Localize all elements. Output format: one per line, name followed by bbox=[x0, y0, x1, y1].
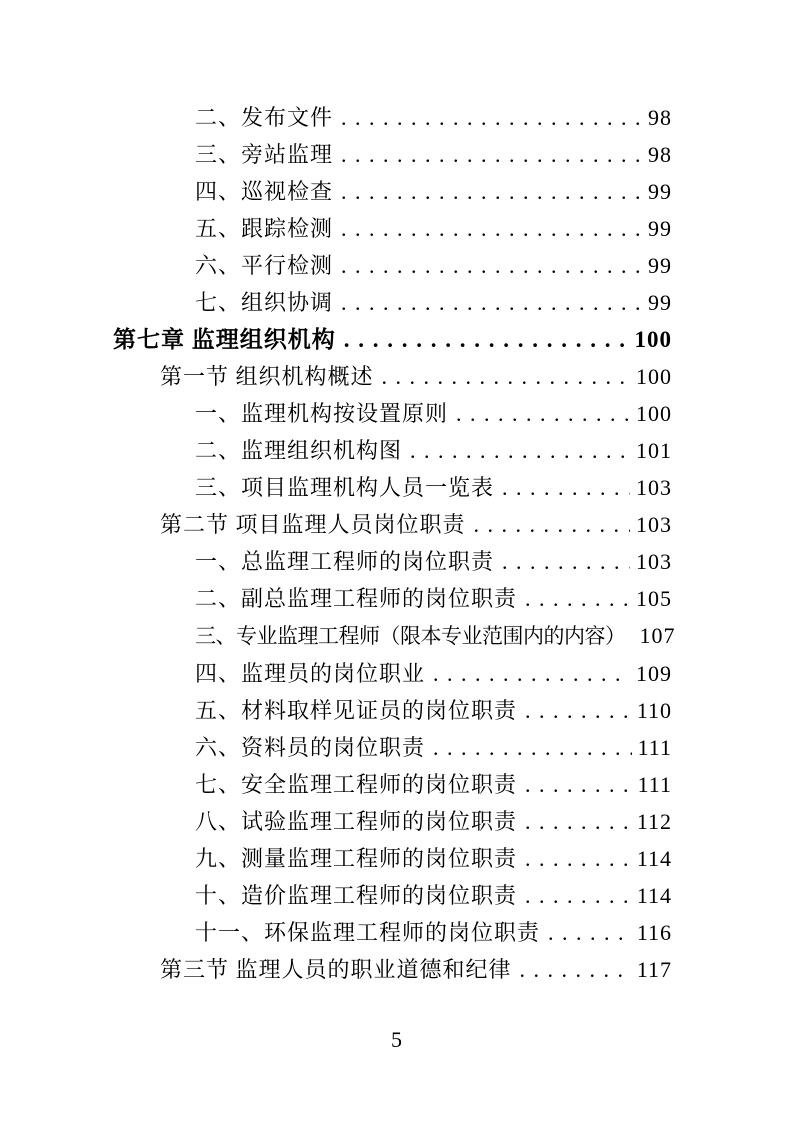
toc-entry-page: 103 bbox=[636, 475, 672, 500]
footer-page-number: 5 bbox=[391, 1027, 402, 1052]
dot-leader bbox=[341, 99, 642, 136]
toc-entry-page: 99 bbox=[648, 253, 672, 278]
toc-entry-label: 九、测量监理工程师的岗位职责 bbox=[195, 846, 518, 871]
dot-leader bbox=[341, 173, 642, 210]
toc-entry-label: 七、安全监理工程师的岗位职责 bbox=[195, 772, 518, 797]
toc-entry[interactable] bbox=[113, 136, 672, 173]
toc-entry-page: 98 bbox=[648, 105, 672, 130]
dot-leader bbox=[341, 284, 642, 321]
toc-entry-page: 116 bbox=[636, 920, 672, 945]
page-number-footer bbox=[0, 1027, 793, 1053]
toc-entry[interactable] bbox=[113, 284, 672, 321]
toc-entry-label: 二、发布文件 bbox=[195, 105, 334, 130]
toc-entry-page: 99 bbox=[648, 179, 672, 204]
toc-entry[interactable] bbox=[113, 692, 672, 729]
toc-entry-page: 101 bbox=[636, 438, 672, 463]
dot-leader bbox=[525, 803, 631, 840]
dot-leader bbox=[525, 766, 632, 803]
toc-entry-label: 六、平行检测 bbox=[195, 253, 334, 278]
toc-entry[interactable] bbox=[113, 580, 672, 617]
toc-entry-page: 100 bbox=[636, 401, 672, 426]
dot-leader bbox=[341, 210, 642, 247]
toc-entry-label: 二、监理组织机构图 bbox=[195, 438, 403, 463]
toc-entry-label: 第三节 监理人员的职业道德和纪律 bbox=[160, 957, 512, 982]
toc-entry[interactable] bbox=[113, 432, 672, 469]
toc-entry[interactable] bbox=[113, 617, 676, 655]
toc-entry-label: 二、副总监理工程师的岗位职责 bbox=[195, 586, 518, 611]
dot-leader bbox=[525, 877, 631, 914]
toc-entry-page: 99 bbox=[648, 216, 672, 241]
toc-entry-page: 100 bbox=[636, 364, 672, 389]
toc-entry-label: 四、监理员的岗位职业 bbox=[195, 661, 426, 686]
toc-entry[interactable] bbox=[113, 247, 672, 284]
toc-entry[interactable] bbox=[113, 877, 672, 914]
toc-entry[interactable] bbox=[113, 914, 672, 951]
toc-entry-page: 109 bbox=[636, 661, 672, 686]
toc-entry[interactable] bbox=[113, 729, 672, 766]
toc-entry-label: 十一、环保监理工程师的岗位职责 bbox=[195, 920, 541, 945]
toc-entry[interactable] bbox=[113, 655, 672, 692]
toc-entry-page: 111 bbox=[637, 772, 672, 797]
toc-entry-page: 99 bbox=[648, 290, 672, 315]
toc-entry-page: 107 bbox=[639, 623, 676, 648]
toc-entry-chapter[interactable] bbox=[113, 321, 672, 358]
dot-leader bbox=[474, 506, 630, 543]
toc-entry-label: 五、材料取样见证员的岗位职责 bbox=[195, 698, 518, 723]
dot-leader bbox=[341, 136, 642, 173]
toc-entry[interactable] bbox=[113, 173, 672, 210]
dot-leader bbox=[410, 432, 630, 469]
toc-entry[interactable] bbox=[113, 840, 672, 877]
toc-entry[interactable] bbox=[113, 99, 672, 136]
dot-leader bbox=[525, 580, 630, 617]
toc-entry-page: 103 bbox=[636, 549, 672, 574]
dot-leader bbox=[341, 247, 642, 284]
toc-entry-label: 八、试验监理工程师的岗位职责 bbox=[195, 809, 518, 834]
toc-entry-label: 第七章 监理组织机构 bbox=[113, 327, 336, 352]
toc-entry-page: 105 bbox=[636, 586, 672, 611]
toc-entry-section[interactable] bbox=[113, 506, 672, 543]
toc-entry-page: 117 bbox=[636, 957, 672, 982]
toc-entry-label: 七、组织协调 bbox=[195, 290, 334, 315]
dot-leader bbox=[344, 321, 629, 358]
toc-entry[interactable] bbox=[113, 766, 672, 803]
toc-entry-label: 三、旁站监理 bbox=[195, 142, 334, 167]
toc-entry-label: 三、项目监理机构人员一览表 bbox=[195, 475, 495, 500]
toc-entry-page: 98 bbox=[648, 142, 672, 167]
toc-entry-label: 第二节 项目监理人员岗位职责 bbox=[160, 512, 466, 537]
toc-entry[interactable] bbox=[113, 803, 672, 840]
toc-entry-page: 103 bbox=[636, 512, 672, 537]
toc-entry-page: 114 bbox=[636, 883, 672, 908]
dot-leader bbox=[382, 358, 630, 395]
toc-entry-label: 六、资料员的岗位职责 bbox=[195, 735, 426, 760]
toc-entry-label: 一、监理机构按设置原则 bbox=[195, 401, 449, 426]
dot-leader bbox=[433, 729, 632, 766]
dot-leader bbox=[502, 543, 630, 580]
toc-entry-label: 一、总监理工程师的岗位职责 bbox=[195, 549, 495, 574]
toc-entry-label: 三、专业监理工程师（限本专业范围内的内容） bbox=[195, 624, 626, 648]
dot-leader bbox=[433, 655, 630, 692]
toc-entry-page: 110 bbox=[636, 698, 672, 723]
toc-entry-page: 100 bbox=[634, 327, 672, 352]
toc-entry-page: 111 bbox=[637, 735, 672, 760]
toc-entry[interactable] bbox=[113, 543, 672, 580]
dot-leader bbox=[520, 951, 631, 988]
toc-entry-label: 五、跟踪检测 bbox=[195, 216, 334, 241]
dot-leader bbox=[548, 914, 631, 951]
toc-entry-section[interactable] bbox=[113, 358, 672, 395]
toc-entry[interactable] bbox=[113, 210, 672, 247]
toc-entry-label: 四、巡视检查 bbox=[195, 179, 334, 204]
dot-leader bbox=[456, 395, 630, 432]
dot-leader bbox=[502, 469, 630, 506]
dot-leader bbox=[525, 840, 631, 877]
toc-entry[interactable] bbox=[113, 395, 672, 432]
toc-entry-label: 第一节 组织机构概述 bbox=[160, 364, 374, 389]
dot-leader bbox=[525, 692, 631, 729]
toc-entry[interactable] bbox=[113, 469, 672, 506]
toc-entry-label: 十、造价监理工程师的岗位职责 bbox=[195, 883, 518, 908]
toc-entry-page: 114 bbox=[636, 846, 672, 871]
table-of-contents bbox=[113, 99, 676, 988]
toc-entry-section[interactable] bbox=[113, 951, 672, 988]
toc-entry-page: 112 bbox=[636, 809, 672, 834]
